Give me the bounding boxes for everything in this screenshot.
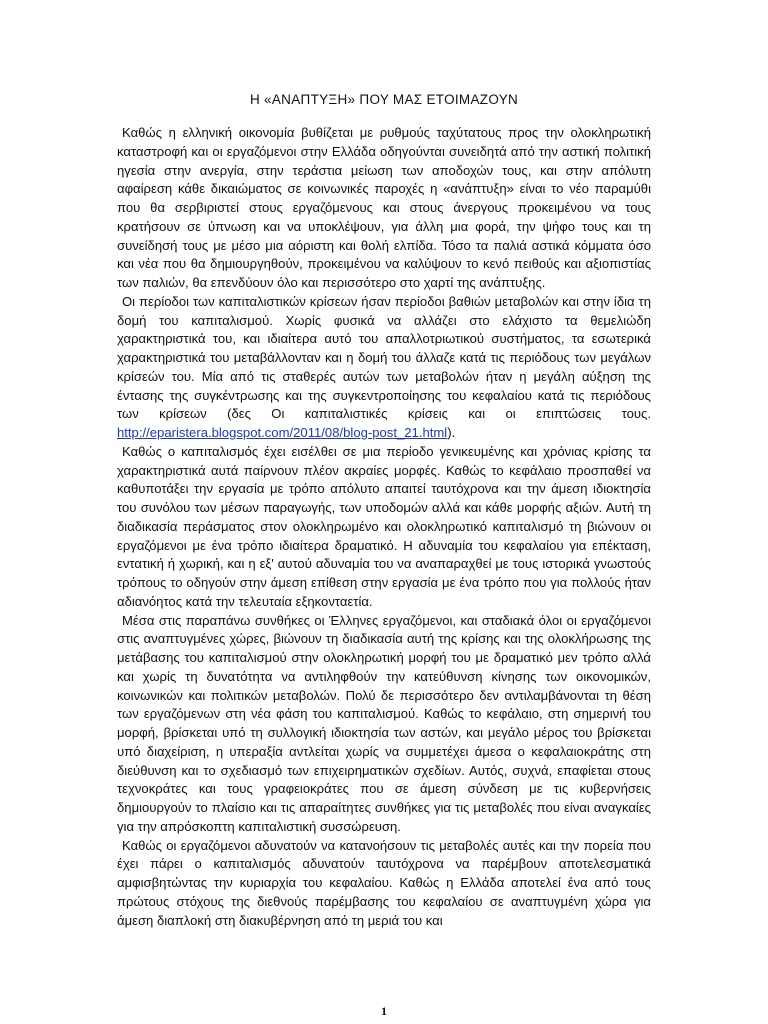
- paragraph-text: Καθώς οι εργαζόμενοι αδυνατούν να κατανοήσουν τις μεταβολές αυτές και την πορεία που έχει πάρει ο καπιταλισμός αδυνατούν ταυτόχρονα να παρέμβουν αποτελεσματικά αμφισβητώντας την κυριαρχία του κεφαλαίου. Καθώς η Ελλάδα αποτελεί ένα από τους πρώτους στόχους της διεθνούς παρέμβασης του κεφαλαίου σε αναπτυγμένη χώρα για άμεση διαπλοκή στη διακυβέρνηση από τη μεριά του και: [117, 837, 651, 928]
- paragraph-5: [117, 837, 651, 931]
- paragraph-text: Καθώς ο καπιταλισμός έχει εισέλθει σε μια περίοδο γενικευμένης και χρόνιας κρίσης τα χαρακτηριστικά αυτά παίρνουν πλέον ακραίες μορφές. Καθώς το κεφάλαιο προσπαθεί να καθυποτάξει την εργασία με τρόπο απόλυτο απαιτεί ταυτόχρονα και την άμεση ιδιοκτησία του συνόλου των μέσων παραγωγής, των υποδομών αλλά και κάθε μορφής αξιών. Αυτή τη διαδικασία περάσματος στον ολοκληρωμένο και ολοκληρωτικό καπιταλισμό τη βιώνουν οι εργαζόμενοι με ένα τρόπο ιδιαίτερα δραματικό. Η αδυναμία του κεφαλαίου για επέκταση, εντατική ή χωρική, και η εξ' αυτού αδυναμία του να αναπαραχθεί με τους ιστορικά γνωστούς τρόπους το οδηγούν στην άμεση επίθεση στην εργασία με ένα τρόπο που για πολλούς ήταν αδιανόητος κατά την τελευταία εξηκονταετία.: [117, 443, 651, 609]
- paragraph-text: Μέσα στις παραπάνω συνθήκες οι Έλληνες εργαζόμενοι, και σταδιακά όλοι οι εργαζόμενοι στις αναπτυγμένες χώρες, βιώνουν τη διαδικασία αυτή της κρίσης και της ολοκλήρωσης της μετάβασης του καπιταλισμού στην ολοκληρωτική μορφή του με δραματικό μεν τρόπο αλλά και χωρίς τη δυνατότητα να αντιληφθούν την κατεύθυνση κίνησης των οικονομικών, κοινωνικών και πολιτικών μεταβολών. Πολύ δε περισσότερο δεν αντιλαμβάνονται τη θέση των εργαζόμενων στη νέα φάση του καπιταλισμού. Καθώς το κεφάλαιο, στη σημερινή του μορφή, βρίσκεται υπό τη συλλογική ιδιοκτησία των αστών, και μεγάλο μέρος του βρίσκεται υπό διαχείριση, η υπεραξία αντλείται χωρίς να συμμετέχει άμεσα ο κεφαλαιοκράτης στη διεύθυνση και το σχεδιασμό των επιχειρηματικών σχεδίων. Αυτός, συχνά, επαφίεται στους τεχνοκράτες και τους γραφειοκράτες που σε άμεση σύνδεση με τις κυβερνήσεις δημιουργούν το πλαίσιο και τις απαραίτητες συνθήκες για τις μεταβολές που είναι αναγκαίες για την απρόσκοπτη καπιταλιστική συσσώρευση.: [117, 612, 651, 834]
- document-title: Η «ΑΝΑΠΤΥΞΗ» ΠΟΥ ΜΑΣ ΕΤΟΙΜΑΖΟΥΝ: [249, 92, 519, 107]
- paragraph-text-tail: ).: [447, 425, 456, 440]
- page-number: 1: [381, 1004, 387, 1018]
- paragraph-1: [117, 124, 651, 293]
- document-body: [117, 124, 651, 930]
- paragraph-text: Καθώς η ελληνική οικονομία βυθίζεται με ρυθμούς ταχύτατους προς την ολοκληρωτική καταστροφή και οι εργαζόμενοι στην Ελλάδα οδηγούνται συνειδητά από την αστική πολιτική ηγεσία στην ανεργία, στην τεράστια μείωση των αποδοχών τους, και στην απόλυτη αφαίρεση κάθε δικαιώματος σε κοινωνικές παροχές η «ανάπτυξη» είναι το νέο παραμύθι που θα σερβιριστεί στους εργαζόμενους και στους άνεργους προκειμένου να τους κρατήσουν σε ύπνωση και να υποκλέψουν, για άλλη μια φορά, την ψήφο τους και τη συνείδησή τους με μέσο μια αόριστη και θολή ελπίδα. Τόσο τα παλιά αστικά κόμματα όσο και νέα που θα δημιουργηθούν, προκειμένου να καλύψουν το κενό πειθούς και αξιοπιστίας των παλιών, θα επενδύουν όλο και περισσότερο στο χαρτί της ανάπτυξης.: [117, 125, 651, 290]
- paragraph-2: [117, 293, 651, 443]
- paragraph-3: [117, 443, 651, 612]
- blog-post-link[interactable]: http://eparistera.blogspot.com/2011/08/blog-post_21.html: [117, 425, 448, 440]
- paragraph-text: Οι περίοδοι των καπιταλιστικών κρίσεων ήσαν περίοδοι βαθιών μεταβολών και στην ίδια τη δομή του καπιταλισμού. Χωρίς φυσικά να αλλάζει στο ελάχιστο τα θεμελιώδη χαρακτηριστικά του, και ιδιαίτερα αυτό του απαλλοτριωτικού συστήματος, τα εσωτερικά χαρακτηριστικά του μεταβάλλονταν και η δομή του άλλαζε κατά τις περιόδους των μεγάλων κρίσεών του. Μία από τις σταθερές αυτών των μεταβολών ήταν η μεγάλη αύξηση της έντασης της συγκέντρωσης και της συγκεντροποίησης του κεφαλαίου κατά τις περιόδους των κρίσεων (δες Οι καπιταλιστικές κρίσεις και οι επιπτώσεις τους.: [117, 293, 651, 422]
- paragraph-4: [117, 612, 651, 837]
